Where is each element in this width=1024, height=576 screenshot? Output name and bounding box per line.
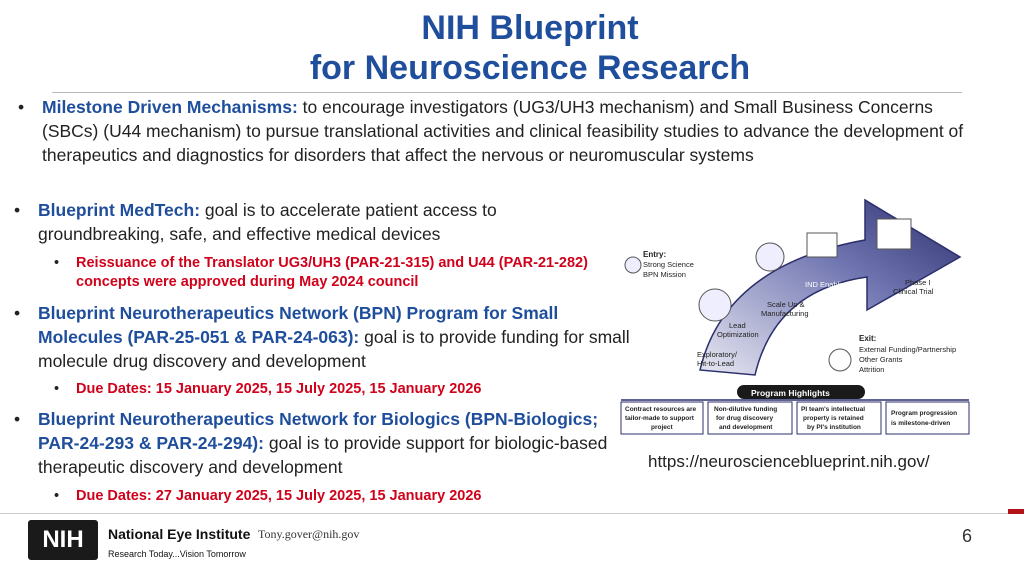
subbullet-text: Due Dates: 27 January 2025, 15 July 2025, 15 January 2026 [76, 488, 482, 504]
bullet-dot: • [54, 488, 60, 504]
bullet-dot: • [14, 303, 21, 323]
highlights-title: Program Highlights [751, 388, 830, 398]
nih-logo: NIH [28, 520, 98, 560]
bullet-dot: • [14, 200, 21, 220]
bullet-text: goal is to accelerate patient access to groundbreaking, safe, and effective medical devices [38, 200, 497, 244]
exit-line-2: Other Grants [859, 355, 903, 364]
entry-title: Entry: [643, 250, 667, 259]
bullet-dot: • [18, 97, 25, 117]
handshake-icon [829, 349, 851, 371]
entry-line-1: Strong Science [643, 260, 694, 269]
highlight-text: project [651, 424, 673, 431]
subbullet-text: Due Dates: 15 January 2025, 15 July 2025, 15 January 2026 [76, 381, 482, 397]
lead-opt-line-2: Optimization [717, 330, 759, 339]
highlight-text: property is retained [803, 415, 864, 422]
highlight-box [886, 402, 969, 434]
exploratory-line-1: Exploratory/ [697, 350, 738, 359]
subbullet-bpn-bio [54, 487, 636, 506]
footer [0, 513, 1024, 576]
program-url[interactable]: https://neuroscienceblueprint.nih.gov/ [648, 452, 930, 471]
exit-title: Exit: [859, 334, 877, 343]
presenter-email: Tony.gover@nih.gov [258, 527, 360, 541]
highlight-text: PI team's intellectual [801, 406, 866, 413]
scale-up-line-1: Scale Up & [767, 300, 805, 309]
ind-enabling-label: IND Enabling [805, 280, 850, 289]
molecule-icon [699, 289, 731, 321]
bullet-keyword: Blueprint MedTech: [38, 200, 201, 220]
bullet-milestone [18, 95, 972, 167]
lab-icon [807, 233, 837, 257]
highlight-text: for drug discovery [716, 415, 774, 422]
footer-accent [1008, 509, 1024, 514]
highlight-text: is milestone-driven [891, 420, 951, 427]
title-line-2: for Neuroscience Research [309, 49, 751, 87]
highlight-text: tailor-made to support [625, 415, 694, 422]
bullet-keyword: Milestone Driven Mechanisms: [42, 97, 298, 117]
institute-name: National Eye Institute [108, 526, 251, 542]
hospital-icon [877, 219, 911, 249]
highlight-text: by PI's institution [807, 424, 861, 431]
bullet-text: goal is to provide funding for small molecule drug discovery and development [38, 327, 630, 371]
lead-opt-line-1: Lead [729, 321, 746, 330]
bullet-bpn-bio [14, 407, 638, 479]
page-number: 6 [962, 526, 973, 546]
highlight-text: Program progression [891, 410, 958, 417]
bullet-dot: • [54, 255, 60, 271]
subbullet-medtech [54, 254, 621, 292]
bullet-text: goal is to provide support for biologic-based therapeutic discovery and development [38, 433, 608, 477]
phase1-line-2: Clinical Trial [893, 287, 934, 296]
title-line-1: NIH Blueprint [421, 9, 639, 47]
bullet-dot: • [14, 409, 21, 429]
subbullet-text: Reissuance of the Translator UG3/UH3 (PAR-21-315) and U44 (PAR-21-282) concepts were approved during May 2024 council [76, 255, 588, 290]
phase1-line-1: Phase I [905, 278, 931, 287]
bullet-bpn-small [14, 301, 633, 373]
brain-icon [625, 257, 641, 273]
exploratory-line-2: Hit-to-Lead [697, 359, 735, 368]
bullet-text: to encourage investigators (UG3/UH3 mechanism) and Small Business Concerns (SBCs) (U44 mechanism) to pursue translational activities and clinical feasibility studies to advance the development of therapeutics and diagnostics for disorders that affect the nervous or neuromuscular systems [42, 97, 964, 165]
scale-up-line-2: Manufacturing [761, 309, 809, 318]
entry-line-2: BPN Mission [643, 270, 686, 279]
exit-line-1: External Funding/Partnership [859, 345, 957, 354]
institute-tagline: Research Today...Vision Tomorrow [108, 549, 246, 559]
highlight-text: and development [719, 424, 773, 431]
exit-line-3: Attrition [859, 365, 885, 374]
bullet-keyword: Blueprint Neurotherapeutics Network for Biologics (BPN-Biologics; PAR-24-293 & PAR-24-294): [38, 409, 599, 453]
bpn-pipeline-diagram [615, 195, 975, 440]
bullet-medtech [14, 198, 598, 246]
highlight-text: Non-dilutive funding [714, 406, 778, 413]
bullet-dot: • [54, 381, 60, 397]
subbullet-bpn-small [54, 380, 636, 399]
pills-icon [756, 243, 784, 271]
title-divider [52, 92, 962, 93]
page-title [0, 8, 1024, 88]
highlight-text: Contract resources are [625, 406, 697, 413]
bullet-keyword: Blueprint Neurotherapeutics Network (BPN) Program for Small Molecules (PAR-25-051 & PAR-24-063): [38, 303, 559, 347]
